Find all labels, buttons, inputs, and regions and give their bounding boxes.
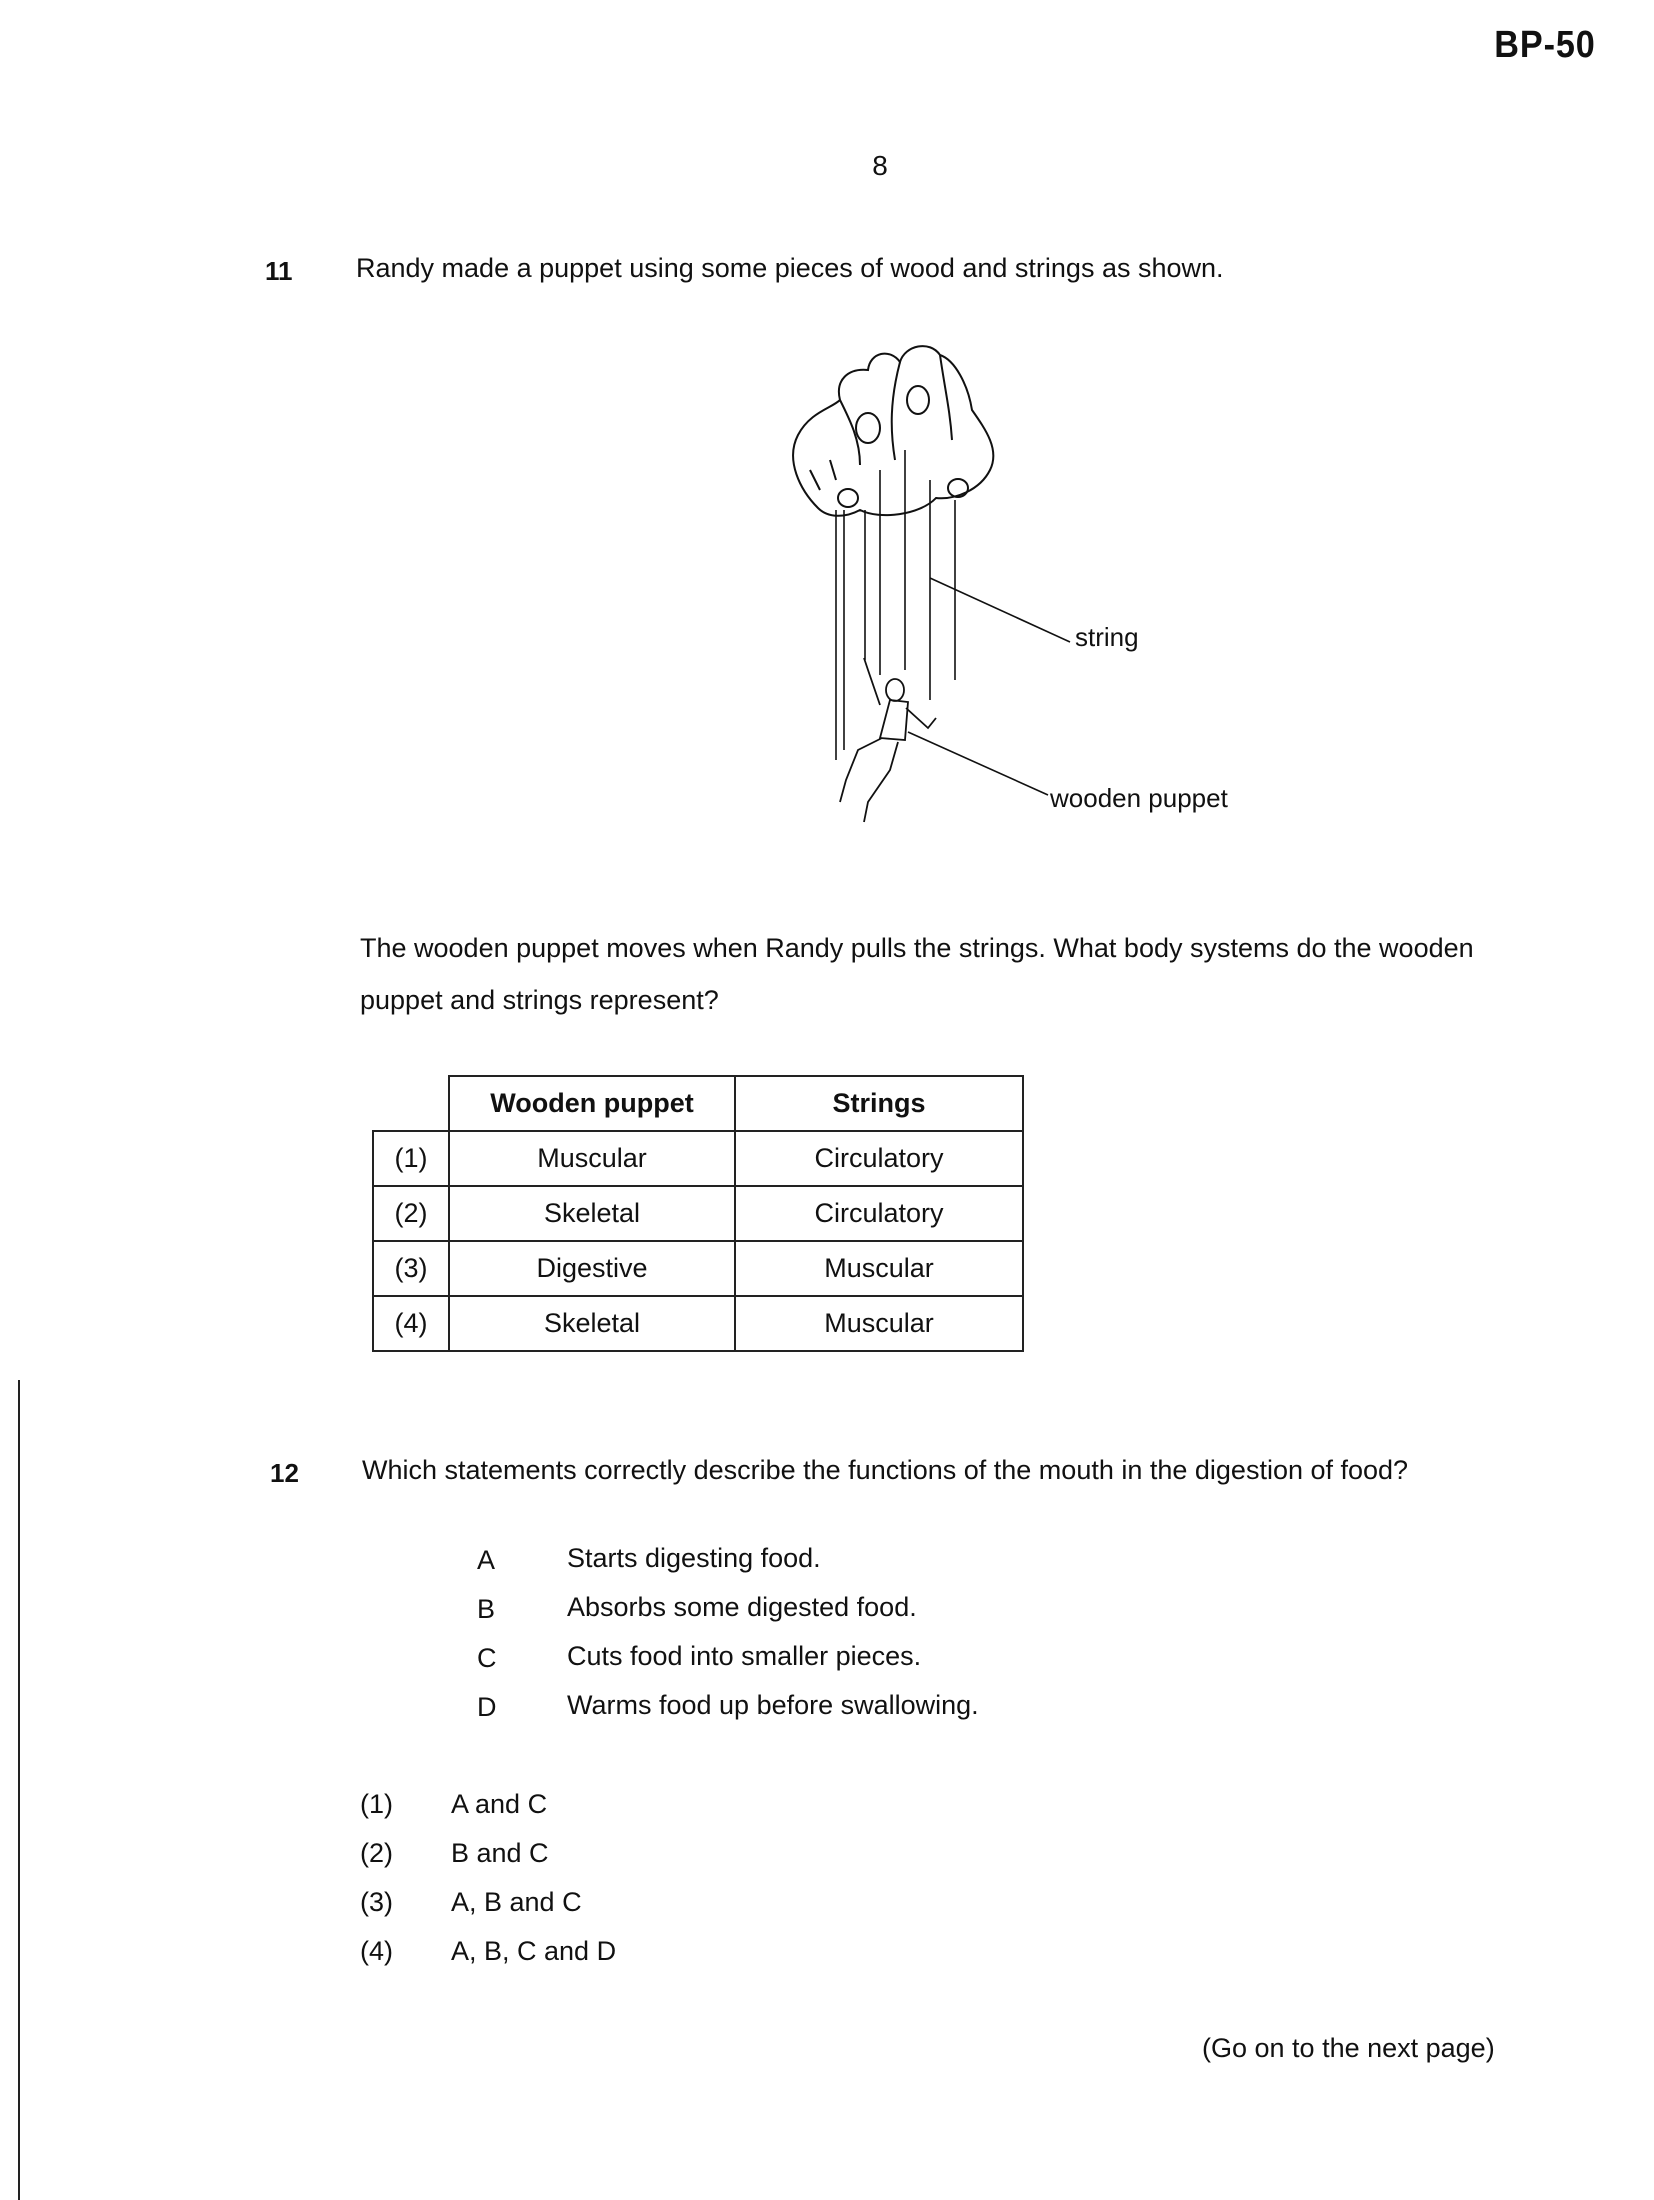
question-12-text: Which statements correctly describe the functions of the mouth in the digestion of food? xyxy=(362,1455,1409,1485)
option-text: A, B, C and D xyxy=(451,1936,617,1966)
row-number: (2) xyxy=(373,1186,449,1241)
table-header-strings: Strings xyxy=(735,1076,1023,1131)
hand-drawing xyxy=(793,346,993,516)
option-number: (4) xyxy=(360,1936,393,1966)
statement-letter: B xyxy=(477,1594,496,1624)
cell-puppet: Digestive xyxy=(449,1241,735,1296)
row-number: (4) xyxy=(373,1296,449,1351)
option-text: A and C xyxy=(451,1789,548,1819)
cell-strings: Circulatory xyxy=(735,1186,1023,1241)
statement-letter: A xyxy=(477,1545,496,1575)
puppet-illustration xyxy=(740,340,1300,860)
statement-letter: D xyxy=(477,1692,497,1722)
cell-puppet: Skeletal xyxy=(449,1296,735,1351)
table-row xyxy=(373,1241,1023,1296)
row-number: (1) xyxy=(373,1131,449,1186)
table-row xyxy=(373,1131,1023,1186)
page-number: 8 xyxy=(872,150,888,181)
option-text: B and C xyxy=(451,1838,549,1868)
statement-text: Warms food up before swallowing. xyxy=(567,1690,979,1720)
question-11-prompt: The wooden puppet moves when Randy pulls the strings. What body systems do the wooden puppet and strings represent? xyxy=(360,933,1474,1015)
label-wooden-puppet: wooden puppet xyxy=(1050,783,1228,813)
puppet-drawing xyxy=(840,658,936,822)
table-header-row xyxy=(373,1076,1023,1131)
table-header-puppet: Wooden puppet xyxy=(449,1076,735,1131)
margin-line xyxy=(18,1380,20,2200)
cell-puppet: Muscular xyxy=(449,1131,735,1186)
option-number: (2) xyxy=(360,1838,393,1868)
question-11-text: Randy made a puppet using some pieces of wood and strings as shown. xyxy=(356,253,1224,283)
statement-text: Cuts food into smaller pieces. xyxy=(567,1641,922,1671)
option-text: A, B and C xyxy=(451,1887,582,1917)
statement-letter: C xyxy=(477,1643,497,1673)
strings-drawing xyxy=(836,450,955,760)
table-header-blank xyxy=(373,1076,449,1131)
cell-puppet: Skeletal xyxy=(449,1186,735,1241)
question-12-number: 12 xyxy=(270,1458,299,1488)
label-string: string xyxy=(1075,622,1139,652)
option-number: (3) xyxy=(360,1887,393,1917)
table-row xyxy=(373,1296,1023,1351)
statement-text: Starts digesting food. xyxy=(567,1543,821,1573)
table-row xyxy=(373,1186,1023,1241)
cell-strings: Muscular xyxy=(735,1241,1023,1296)
option-number: (1) xyxy=(360,1789,393,1819)
row-number: (3) xyxy=(373,1241,449,1296)
statement-text: Absorbs some digested food. xyxy=(567,1592,917,1622)
document-code: BP-50 xyxy=(1494,24,1596,66)
answer-table xyxy=(372,1075,1024,1352)
cell-strings: Muscular xyxy=(735,1296,1023,1351)
footer-next-page: (Go on to the next page) xyxy=(1202,2033,1495,2063)
cell-strings: Circulatory xyxy=(735,1131,1023,1186)
question-11-number: 11 xyxy=(265,256,293,286)
